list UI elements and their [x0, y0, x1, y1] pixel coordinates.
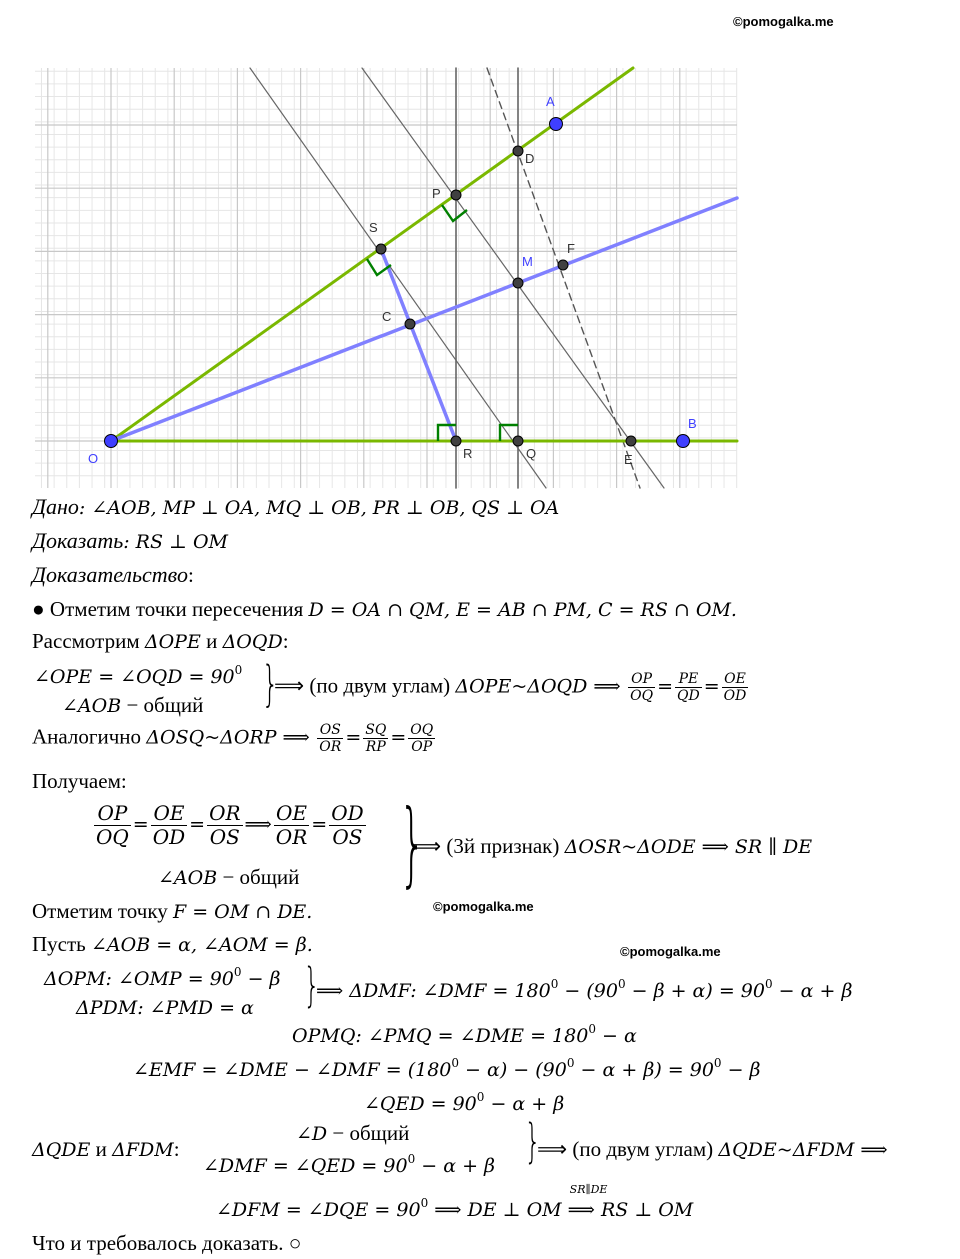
point-e — [626, 436, 636, 446]
label-q: Q — [526, 446, 537, 461]
step-3-bottom: ∠AOB − общий — [62, 693, 204, 717]
step-13-left: ΔQDE и ΔFDM: — [32, 1137, 180, 1161]
label-r: R — [463, 446, 473, 461]
step-13-bottom: ∠DMF = ∠QED = $90^0 - \alpha + \beta$ — [203, 1152, 496, 1177]
proof-label: Доказательство — [32, 562, 188, 587]
points — [105, 118, 690, 448]
label-s: S — [369, 220, 378, 235]
fraction-os-or: $\frac{OS}{OR}$ — [319, 722, 342, 756]
step-6-bottom: ∠AOB − общий — [158, 865, 300, 889]
point-o — [105, 435, 118, 448]
system-brace: } — [303, 958, 320, 1012]
step-11: ∠EMF = ∠DME − ∠DMF = $(180^0 - \alpha) - (90^0 - \alpha + \beta) = 90^0 - \beta$ — [133, 1056, 761, 1081]
label-e: E — [624, 452, 633, 467]
ray-om — [111, 198, 737, 441]
fraction-sq-rp: $\frac{SQ}{RP}$ — [365, 722, 387, 756]
fraction-op-oq-big: $\frac{OP}{OQ}$ — [96, 801, 129, 849]
grid — [35, 68, 737, 488]
label-p: P — [432, 186, 441, 201]
fraction-oe-od-big: $\frac{OE}{OD}$ — [152, 801, 186, 849]
geometry-figure — [0, 0, 960, 500]
watermark-right: ©pomogalka.me — [620, 944, 721, 959]
system-brace: } — [524, 1114, 541, 1168]
step-12: ∠QED = $90^0 - \alpha + \beta$ — [364, 1090, 565, 1115]
step-10: OPMQ: ∠PMQ = ∠DME = $180^0 - \alpha$ — [292, 1022, 637, 1047]
step-13-top: ∠D − общий — [296, 1121, 410, 1145]
implication-condition: SR∥DE — [569, 1183, 608, 1196]
prove-text: : RS ⊥ OM — [123, 531, 228, 553]
point-m — [513, 278, 523, 288]
label-b: B — [688, 416, 697, 431]
step-9-bottom: ΔPDM: ∠PMD = α — [76, 997, 254, 1019]
watermark-top: ©pomogalka.me — [733, 14, 834, 29]
point-c — [405, 319, 415, 329]
step-6-right: ⟹ (3й признак) ΔOSR~ΔODE ⟹ SR ∥ DE — [411, 834, 813, 858]
point-s — [376, 244, 386, 254]
system-brace: } — [261, 656, 279, 712]
system-brace: } — [399, 790, 426, 897]
point-f — [558, 260, 568, 270]
given-text: : ∠AOB, MP ⊥ OA, MQ ⊥ OB, PR ⊥ OB, QS ⊥ OA — [78, 497, 560, 519]
step-3-top: ∠OPE = ∠OQD = $90^0$ — [34, 663, 243, 688]
fraction-oe-od: $\frac{OE}{OD}$ — [723, 671, 747, 705]
step-3-right: ⟹ (по двум углам) ΔOPE~ΔOQD ⟹ $\frac{OP}{OQ}$ = $\frac{PE}{QD}$ = $\frac{OE}{OD}$ — [274, 671, 747, 705]
proof-heading: Доказательство: — [32, 562, 194, 587]
step-14: ∠DFM = ∠DQE = $90^0$ ⟹ DE ⊥ OM SR∥DE ⟹ RS ⊥ OM — [216, 1183, 694, 1221]
fraction-oq-op: $\frac{OQ}{OP}$ — [410, 722, 434, 756]
fraction-op-oq: $\frac{OP}{OQ}$ — [630, 671, 654, 705]
label-a: A — [546, 94, 555, 109]
conclusion: Что и требовалось доказать. ○ — [32, 1231, 302, 1255]
step-7: Отметим точку F = OM ∩ DE. — [32, 899, 313, 923]
label-m: M — [522, 254, 533, 269]
prove-line — [32, 530, 228, 552]
step-13-right: ⟹ (по двум углам) ΔQDE~ΔFDM ⟹ — [537, 1137, 888, 1161]
fraction-od-os-big: $\frac{OD}{OS}$ — [331, 801, 364, 849]
watermark-middle: ©pomogalka.me — [433, 899, 534, 914]
label-o: O — [88, 451, 99, 466]
point-a — [550, 118, 563, 131]
point-p — [451, 190, 461, 200]
step-1: ● Отметим точки пересечения D = OA ∩ QM, E = AB ∩ PM, C = RS ∩ OM. — [32, 597, 737, 621]
step-9-right: ⟹ ΔDMF: ∠DMF = $180^0 - (90^0 - \beta + \alpha) = 90^0 - \alpha + \beta$ — [316, 977, 853, 1002]
fraction-pe-qd: $\frac{PE}{QD}$ — [677, 671, 700, 705]
point-b — [677, 435, 690, 448]
given-label: Дано — [32, 494, 79, 519]
fraction-or-os-big: $\frac{OR}{OS}$ — [209, 801, 241, 849]
label-f: F — [567, 241, 575, 256]
step-2: Рассмотрим ΔOPE и ΔOQD: — [32, 629, 289, 653]
point-r — [451, 436, 461, 446]
step-8: Пусть ∠AOB = α, ∠AOM = β. — [32, 932, 313, 956]
point-d — [513, 146, 523, 156]
label-d: D — [525, 151, 535, 166]
point-q — [513, 436, 523, 446]
given-line — [32, 496, 559, 518]
step-6-top: $\frac{OP}{OQ}$ = $\frac{OE}{OD}$ = $\frac{OR}{OS}$ ⟹ $\frac{OE}{OR}$ = $\frac{OD}{OS}$ — [96, 801, 364, 849]
fraction-oe-or-big: $\frac{OE}{OR}$ — [275, 801, 308, 849]
step-9-top: ΔOPM: ∠OMP = $90^0 - \beta$ — [44, 965, 281, 990]
step-4: Аналогично ΔOSQ~ΔORP ⟹ $\frac{OS}{OR}$ = $\frac{SQ}{RP}$ = $\frac{OQ}{OP}$ — [32, 722, 434, 756]
label-c: C — [382, 309, 392, 324]
prove-label: Доказать — [32, 528, 124, 553]
step-5: Получаем: — [32, 769, 127, 793]
